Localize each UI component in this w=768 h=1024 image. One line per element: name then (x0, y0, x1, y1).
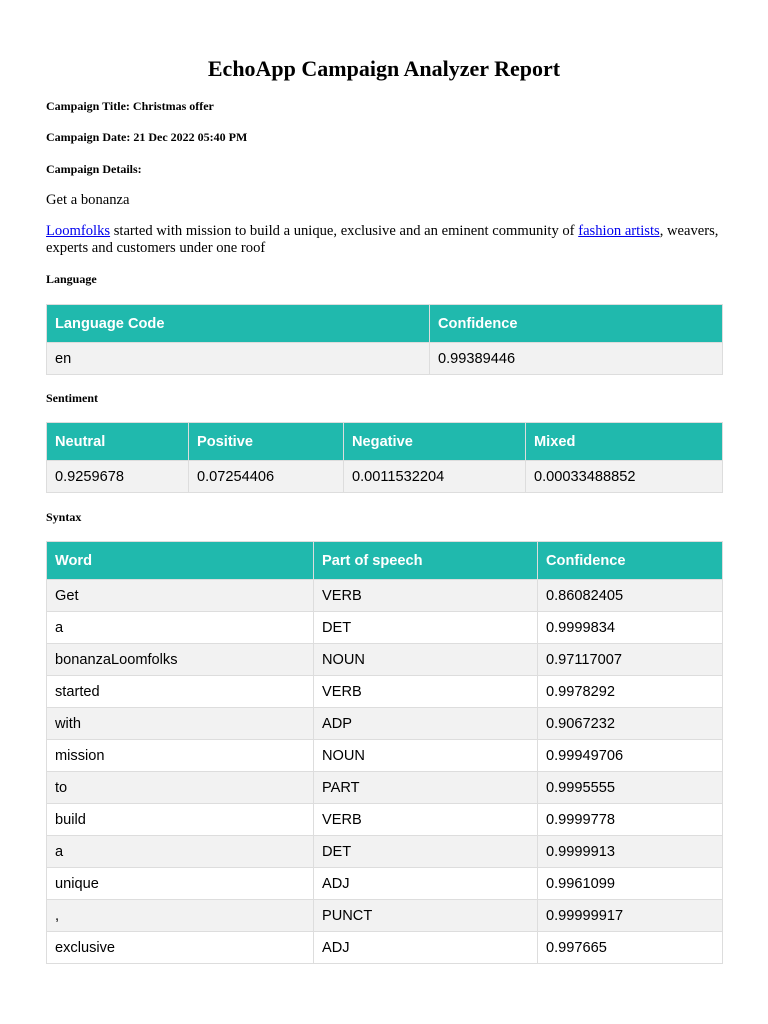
table-cell: mission (47, 740, 314, 772)
language-header-cell: Language Code (47, 305, 430, 343)
table-cell: ADJ (314, 932, 538, 964)
sentiment-table (46, 422, 723, 493)
table-cell: to (47, 772, 314, 804)
table-row (47, 708, 723, 740)
sentiment-table-header-row (47, 423, 723, 461)
table-cell: PART (314, 772, 538, 804)
table-cell: DET (314, 836, 538, 868)
syntax-section-label: Syntax (46, 510, 82, 524)
table-cell: 0.00033488852 (526, 461, 723, 493)
table-cell: 0.86082405 (538, 580, 723, 612)
campaign-details-label: Campaign Details: (46, 162, 142, 176)
table-row (47, 868, 723, 900)
report-title: EchoApp Campaign Analyzer Report (207, 56, 561, 81)
table-cell: exclusive (47, 932, 314, 964)
table-cell: PUNCT (314, 900, 538, 932)
table-cell: 0.9999834 (538, 612, 723, 644)
language-header-cell: Confidence (430, 305, 723, 343)
table-cell: 0.9961099 (538, 868, 723, 900)
table-cell: started (47, 676, 314, 708)
language-section-label: Language (46, 272, 97, 286)
table-row (47, 644, 723, 676)
description-text-1: started with mission to build a unique, exclusive and an eminent community of (110, 223, 579, 239)
table-cell: NOUN (314, 740, 538, 772)
table-cell: 0.9067232 (538, 708, 723, 740)
table-cell: NOUN (314, 644, 538, 676)
syntax-header-cell: Word (47, 542, 314, 580)
table-cell: Get (47, 580, 314, 612)
table-cell: bonanzaLoomfolks (47, 644, 314, 676)
fashion-artists-link[interactable]: fashion artists (578, 223, 660, 239)
table-cell: 0.0011532204 (344, 461, 526, 493)
sentiment-header-cell: Neutral (47, 423, 189, 461)
table-cell: VERB (314, 580, 538, 612)
table-cell: 0.997665 (538, 932, 723, 964)
campaign-description (46, 223, 722, 256)
syntax-table-header-row (47, 542, 723, 580)
table-cell: 0.99949706 (538, 740, 723, 772)
loomfolks-link[interactable]: Loomfolks (46, 223, 111, 239)
table-row (47, 900, 723, 932)
table-row (47, 676, 723, 708)
table-row (47, 580, 723, 612)
table-cell: 0.99389446 (430, 343, 723, 375)
syntax-header-cell: Confidence (538, 542, 723, 580)
table-cell: 0.97117007 (538, 644, 723, 676)
table-cell: ADJ (314, 868, 538, 900)
table-cell: 0.9978292 (538, 676, 723, 708)
table-row (47, 612, 723, 644)
syntax-header-cell: Part of speech (314, 542, 538, 580)
campaign-title: Campaign Title: Christmas offer (46, 99, 214, 113)
table-row (47, 932, 723, 964)
table-cell: a (47, 612, 314, 644)
description-text-2: , weavers, experts and customers under one roof (46, 223, 719, 256)
sentiment-section-label: Sentiment (46, 391, 98, 405)
table-row (47, 461, 723, 493)
table-cell: 0.07254406 (189, 461, 344, 493)
language-table (46, 304, 723, 375)
table-cell: with (47, 708, 314, 740)
table-row (47, 804, 723, 836)
campaign-date: Campaign Date: 21 Dec 2022 05:40 PM (46, 130, 248, 144)
sentiment-header-cell: Mixed (526, 423, 723, 461)
table-row (47, 836, 723, 868)
table-cell: en (47, 343, 430, 375)
syntax-table (46, 541, 723, 964)
table-cell: 0.99999917 (538, 900, 723, 932)
sentiment-header-cell: Positive (189, 423, 344, 461)
table-cell: 0.9259678 (47, 461, 189, 493)
table-cell: 0.9999913 (538, 836, 723, 868)
table-row (47, 343, 723, 375)
table-cell: , (47, 900, 314, 932)
campaign-details-text: Get a bonanza (46, 192, 130, 208)
table-cell: ADP (314, 708, 538, 740)
table-cell: VERB (314, 676, 538, 708)
table-cell: DET (314, 612, 538, 644)
table-cell: build (47, 804, 314, 836)
table-cell: a (47, 836, 314, 868)
table-cell: 0.9999778 (538, 804, 723, 836)
table-cell: 0.9995555 (538, 772, 723, 804)
sentiment-header-cell: Negative (344, 423, 526, 461)
syntax-table-body (47, 580, 723, 964)
table-cell: VERB (314, 804, 538, 836)
language-table-header-row (47, 305, 723, 343)
table-cell: unique (47, 868, 314, 900)
table-row (47, 772, 723, 804)
table-row (47, 740, 723, 772)
